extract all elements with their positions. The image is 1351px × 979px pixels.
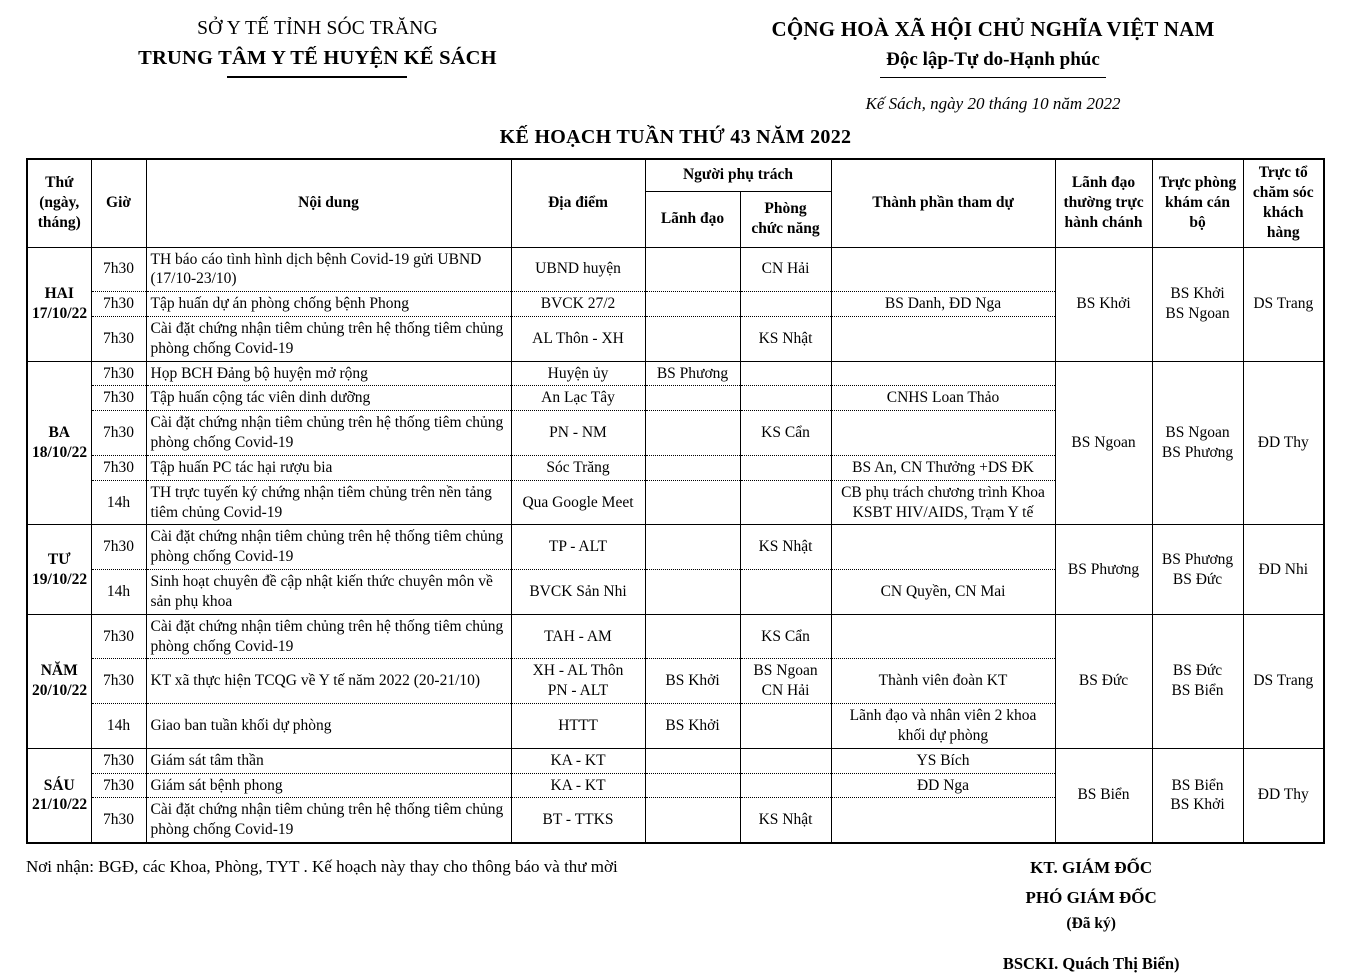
cell-place: TP - ALT xyxy=(511,525,645,570)
cell-place: AL Thôn - XH xyxy=(511,316,645,361)
cell-place: An Lạc Tây xyxy=(511,386,645,411)
cell-content: Họp BCH Đảng bộ huyện mở rộng xyxy=(146,361,511,386)
cell-time: 7h30 xyxy=(91,292,146,317)
cell-leader xyxy=(645,798,740,843)
table-row xyxy=(27,361,1324,386)
col-header-dept-line1: Phòng xyxy=(764,200,807,218)
header-right-block xyxy=(635,14,1351,114)
national-motto: Độc lập-Tự do-Hạnh phúc xyxy=(880,46,1106,78)
col-header-leader: Lãnh đạo xyxy=(645,191,740,247)
cell-content: Sinh hoạt chuyên đề cập nhật kiến thức chuyên môn về sản phụ khoa xyxy=(146,570,511,615)
cell-duty-clinic-line: BS Khởi xyxy=(1170,285,1225,303)
cell-duty-clinic-line: BS Phương xyxy=(1161,444,1234,462)
cell-duty-clinic-line: BS Phương xyxy=(1161,550,1234,568)
table-row xyxy=(27,525,1324,570)
cell-content: Giao ban tuần khối dự phòng xyxy=(146,704,511,749)
signed-note: (Đã ký) xyxy=(1066,914,1116,932)
cell-dept: KS Cẩn xyxy=(740,614,831,659)
cell-content: Giám sát tâm thần xyxy=(146,748,511,773)
header-left-underline xyxy=(227,76,407,78)
cell-day-1 xyxy=(27,247,91,361)
document-footer xyxy=(0,853,1351,979)
col-header-place: Địa điểm xyxy=(511,159,645,247)
cell-place: BVCK 27/2 xyxy=(511,292,645,317)
cell-duty-clinic-line: BS Ngoan xyxy=(1165,305,1230,323)
col-header-duty-clinic-line1: Trực phòng xyxy=(1158,174,1237,191)
cell-content: Cài đặt chứng nhận tiêm chủng trên hệ thống tiêm chủng phòng chống Covid-19 xyxy=(146,798,511,843)
cell-attendees xyxy=(831,247,1055,292)
cell-duty-care: ĐD Nhi xyxy=(1243,525,1324,614)
cell-place: BVCK Sản Nhi xyxy=(511,570,645,615)
cell-duty-care: ĐD Thy xyxy=(1243,361,1324,525)
national-title: CỘNG HOÀ XÃ HỘI CHỦ NGHĨA VIỆT NAM xyxy=(771,17,1215,41)
cell-place-line: XH - AL Thôn xyxy=(532,662,624,680)
col-header-duty-clinic-line2: khám cán bộ xyxy=(1165,194,1231,232)
cell-dept xyxy=(740,659,831,704)
cell-time: 14h xyxy=(91,480,146,525)
cell-day-1-line: HAI xyxy=(44,285,74,303)
cell-attendees: Thành viên đoàn KT xyxy=(831,659,1055,704)
cell-day-5-line: 21/10/22 xyxy=(32,796,88,814)
cell-dept: KS Nhật xyxy=(740,525,831,570)
cell-dept: CN Hải xyxy=(740,247,831,292)
recipients-note: Nơi nhận: BGĐ, các Khoa, Phòng, TYT . Kế hoạch này thay cho thông báo và thư mời xyxy=(26,857,618,877)
cell-place: Sóc Trăng xyxy=(511,455,645,480)
cell-dept xyxy=(740,455,831,480)
cell-duty-clinic xyxy=(1152,361,1243,525)
cell-duty-clinic-line: BS Ngoan xyxy=(1165,424,1230,442)
col-header-attendees: Thành phần tham dự xyxy=(831,159,1055,247)
cell-day-3 xyxy=(27,525,91,614)
cell-attendees: YS Bích xyxy=(831,748,1055,773)
cell-attendees xyxy=(831,614,1055,659)
col-header-content: Nội dung xyxy=(146,159,511,247)
cell-content: TH báo cáo tình hình dịch bệnh Covid-19 gửi UBND (17/10-23/10) xyxy=(146,247,511,292)
cell-content: Cài đặt chứng nhận tiêm chủng trên hệ thống tiêm chủng phòng chống Covid-19 xyxy=(146,614,511,659)
cell-time: 7h30 xyxy=(91,386,146,411)
cell-content: KT xã thực hiện TCQG về Y tế năm 2022 (20-21/10) xyxy=(146,659,511,704)
table-row xyxy=(27,247,1324,292)
col-header-duty-admin-line2: thường trực xyxy=(1063,194,1144,212)
cell-duty-clinic-line: BS Biển xyxy=(1171,682,1224,700)
cell-day-2 xyxy=(27,361,91,525)
cell-duty-clinic-line: BS Đức xyxy=(1172,570,1223,588)
cell-attendees: BS Danh, ĐD Nga xyxy=(831,292,1055,317)
cell-dept xyxy=(740,773,831,798)
cell-leader xyxy=(645,614,740,659)
col-header-dept-line2: chức năng xyxy=(751,220,820,238)
document-header xyxy=(0,0,1351,114)
cell-day-4-line: 20/10/22 xyxy=(32,682,88,700)
cell-duty-clinic xyxy=(1152,614,1243,748)
cell-place: KA - KT xyxy=(511,748,645,773)
col-header-incharge: Người phụ trách xyxy=(645,159,831,191)
col-header-duty-care-line3: khách hàng xyxy=(1263,204,1304,242)
cell-leader: BS Phương xyxy=(645,361,740,386)
cell-day-4-line: NĂM xyxy=(40,662,78,680)
col-header-dept xyxy=(740,191,831,247)
col-header-day xyxy=(27,159,91,247)
signature-title-2: PHÓ GIÁM ĐỐC xyxy=(1025,887,1157,907)
cell-dept xyxy=(740,570,831,615)
cell-place: HTTT xyxy=(511,704,645,749)
cell-leader: BS Khởi xyxy=(645,659,740,704)
cell-time: 7h30 xyxy=(91,748,146,773)
cell-leader xyxy=(645,455,740,480)
cell-day-5 xyxy=(27,748,91,843)
cell-time: 7h30 xyxy=(91,659,146,704)
cell-day-4 xyxy=(27,614,91,748)
cell-content: Cài đặt chứng nhận tiêm chủng trên hệ thống tiêm chủng phòng chống Covid-19 xyxy=(146,525,511,570)
cell-dept: KS Nhật xyxy=(740,798,831,843)
cell-place: KA - KT xyxy=(511,773,645,798)
cell-day-5-line: SÁU xyxy=(43,776,75,794)
table-row xyxy=(27,614,1324,659)
signature-block xyxy=(857,853,1325,979)
col-header-duty-clinic xyxy=(1152,159,1243,247)
cell-attendees: BS An, CN Thưởng +DS ĐK xyxy=(831,455,1055,480)
table-row xyxy=(27,748,1324,773)
cell-dept xyxy=(740,361,831,386)
cell-dept-line: BS Ngoan xyxy=(753,662,818,680)
cell-attendees: CB phụ trách chương trình Khoa KSBT HIV/AIDS, Trạm Y tế xyxy=(831,480,1055,525)
cell-duty-care: DS Trang xyxy=(1243,614,1324,748)
cell-place-line: PN - ALT xyxy=(547,682,609,700)
cell-duty-admin: BS Ngoan xyxy=(1055,361,1152,525)
cell-day-2-line: BA xyxy=(48,424,71,442)
place-and-date: Kế Sách, ngày 20 tháng 10 năm 2022 xyxy=(865,93,1121,113)
col-header-duty-care xyxy=(1243,159,1324,247)
cell-time: 7h30 xyxy=(91,247,146,292)
col-header-day-line3: tháng) xyxy=(37,214,81,232)
table-head xyxy=(27,159,1324,247)
cell-day-3-line: TƯ xyxy=(47,550,71,568)
cell-leader xyxy=(645,773,740,798)
cell-content: Tập huấn cộng tác viên dinh dưỡng xyxy=(146,386,511,411)
cell-leader xyxy=(645,292,740,317)
cell-leader xyxy=(645,748,740,773)
col-header-duty-admin-line1: Lãnh đạo xyxy=(1071,174,1136,191)
cell-leader xyxy=(645,316,740,361)
cell-duty-clinic-line: BS Biển xyxy=(1171,776,1224,794)
cell-time: 7h30 xyxy=(91,798,146,843)
cell-dept xyxy=(740,386,831,411)
cell-time: 14h xyxy=(91,570,146,615)
cell-time: 7h30 xyxy=(91,455,146,480)
signer-name: BSCKI. Quách Thị Biển) xyxy=(1002,954,1180,974)
schedule-table-wrapper xyxy=(0,158,1351,844)
cell-duty-care: ĐD Thy xyxy=(1243,748,1324,843)
col-header-day-line1: Thứ xyxy=(45,174,74,191)
cell-time: 14h xyxy=(91,704,146,749)
cell-dept xyxy=(740,292,831,317)
col-header-duty-admin-line3: hành chánh xyxy=(1064,214,1143,232)
provincial-health-department: SỞ Y TẾ TỈNH SÓC TRĂNG xyxy=(197,18,438,39)
cell-day-1-line: 17/10/22 xyxy=(32,305,88,323)
signature-title-1: KT. GIÁM ĐỐC xyxy=(1030,858,1153,878)
cell-duty-clinic xyxy=(1152,525,1243,614)
cell-dept xyxy=(740,748,831,773)
cell-leader xyxy=(645,570,740,615)
cell-dept xyxy=(740,480,831,525)
cell-dept: KS Nhật xyxy=(740,316,831,361)
cell-content: Cài đặt chứng nhận tiêm chủng trên hệ thống tiêm chủng phòng chống Covid-19 xyxy=(146,316,511,361)
cell-attendees xyxy=(831,361,1055,386)
cell-leader xyxy=(645,411,740,456)
cell-place: TAH - AM xyxy=(511,614,645,659)
cell-content: TH trực tuyến ký chứng nhận tiêm chủng trên nền tảng tiêm chủng Covid-19 xyxy=(146,480,511,525)
cell-duty-clinic-line: BS Khởi xyxy=(1170,796,1225,814)
cell-place: BT - TTKS xyxy=(511,798,645,843)
cell-attendees xyxy=(831,525,1055,570)
cell-day-2-line: 18/10/22 xyxy=(32,444,88,462)
cell-place: UBND huyện xyxy=(511,247,645,292)
cell-time: 7h30 xyxy=(91,773,146,798)
cell-dept-line: CN Hải xyxy=(761,682,810,700)
cell-leader xyxy=(645,525,740,570)
cell-attendees: CNHS Loan Thảo xyxy=(831,386,1055,411)
cell-place xyxy=(511,659,645,704)
cell-content: Tập huấn dự án phòng chống bệnh Phong xyxy=(146,292,511,317)
cell-leader: BS Khởi xyxy=(645,704,740,749)
cell-attendees: ĐD Nga xyxy=(831,773,1055,798)
cell-time: 7h30 xyxy=(91,614,146,659)
cell-attendees: CN Quyền, CN Mai xyxy=(831,570,1055,615)
col-header-day-line2: (ngày, xyxy=(39,194,80,212)
cell-time: 7h30 xyxy=(91,361,146,386)
district-medical-center: TRUNG TÂM Y TẾ HUYỆN KẾ SÁCH xyxy=(138,47,497,70)
weekly-schedule-table xyxy=(26,158,1325,844)
cell-attendees: Lãnh đạo và nhân viên 2 khoa khối dự phòng xyxy=(831,704,1055,749)
cell-place: PN - NM xyxy=(511,411,645,456)
col-header-duty-care-line1: Trực tổ xyxy=(1258,163,1308,181)
cell-duty-admin: BS Đức xyxy=(1055,614,1152,748)
cell-dept xyxy=(740,704,831,749)
cell-duty-clinic xyxy=(1152,247,1243,361)
col-header-time: Giờ xyxy=(91,159,146,247)
cell-content: Cài đặt chứng nhận tiêm chủng trên hệ thống tiêm chủng phòng chống Covid-19 xyxy=(146,411,511,456)
cell-place: Huyện ủy xyxy=(511,361,645,386)
cell-attendees xyxy=(831,411,1055,456)
cell-duty-care: DS Trang xyxy=(1243,247,1324,361)
table-body xyxy=(27,247,1324,843)
cell-duty-clinic-line: BS Đức xyxy=(1172,662,1223,680)
cell-dept: KS Cẩn xyxy=(740,411,831,456)
col-header-duty-admin xyxy=(1055,159,1152,247)
cell-duty-clinic xyxy=(1152,748,1243,843)
cell-leader xyxy=(645,386,740,411)
cell-leader xyxy=(645,247,740,292)
header-row-top xyxy=(27,159,1324,191)
cell-time: 7h30 xyxy=(91,525,146,570)
cell-attendees xyxy=(831,798,1055,843)
cell-duty-admin: BS Khởi xyxy=(1055,247,1152,361)
cell-time: 7h30 xyxy=(91,411,146,456)
cell-day-3-line: 19/10/22 xyxy=(32,570,88,588)
cell-leader xyxy=(645,480,740,525)
page-title: KẾ HOẠCH TUẦN THỨ 43 NĂM 2022 xyxy=(499,125,852,148)
cell-duty-admin: BS Phương xyxy=(1055,525,1152,614)
cell-place: Qua Google Meet xyxy=(511,480,645,525)
cell-content: Tập huấn PC tác hại rượu bia xyxy=(146,455,511,480)
cell-time: 7h30 xyxy=(91,316,146,361)
col-header-duty-care-line2: chăm sóc xyxy=(1252,184,1314,202)
header-left-block xyxy=(0,14,635,114)
cell-attendees xyxy=(831,316,1055,361)
cell-duty-admin: BS Biển xyxy=(1055,748,1152,843)
cell-content: Giám sát bệnh phong xyxy=(146,773,511,798)
